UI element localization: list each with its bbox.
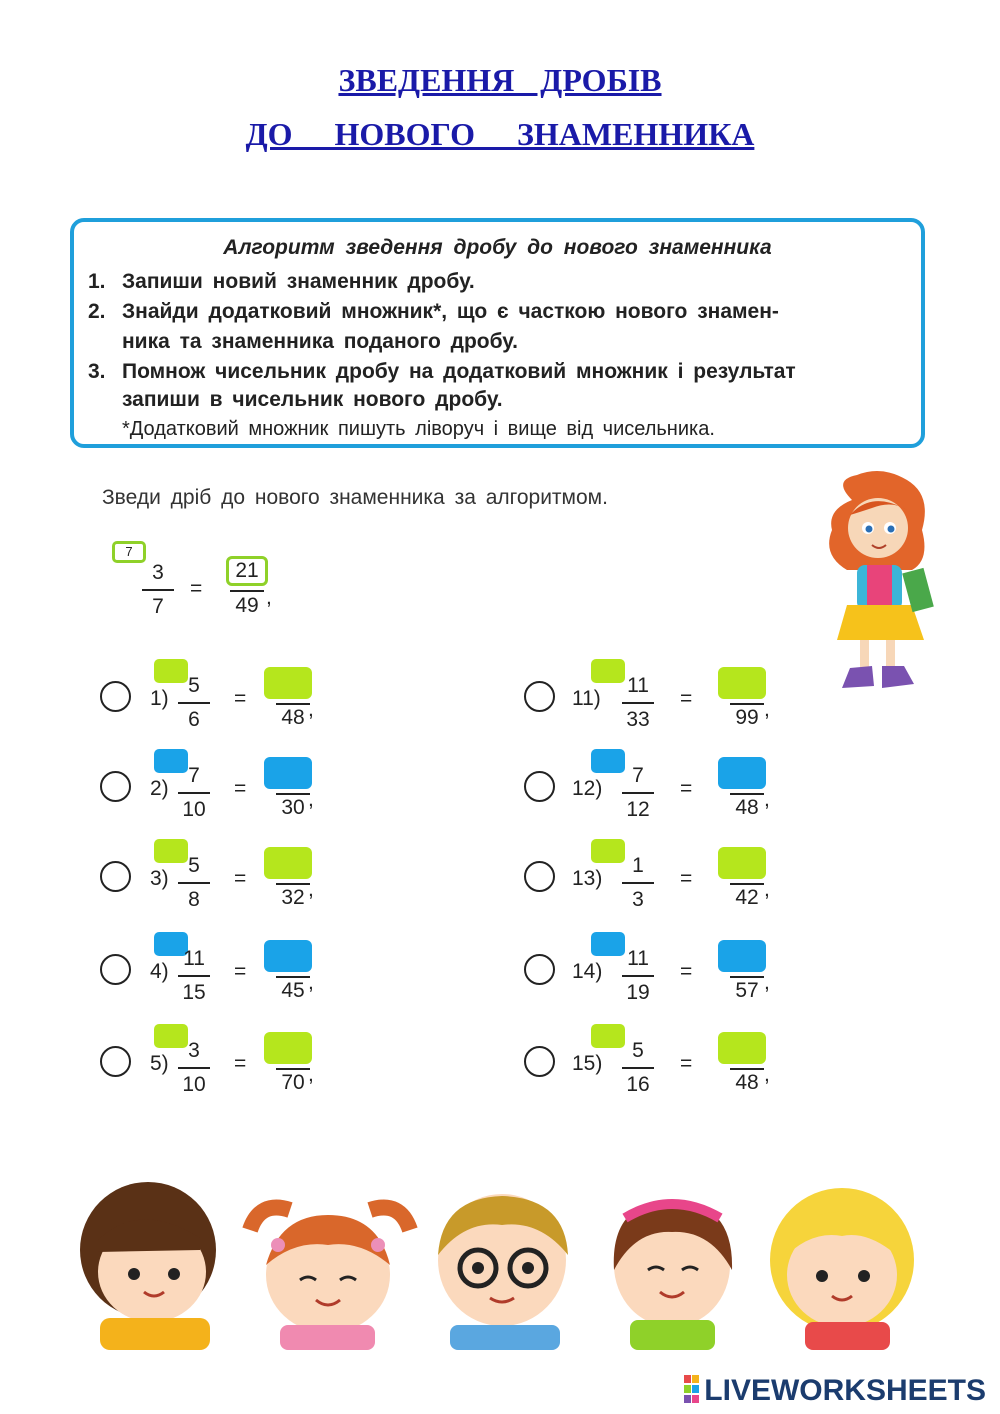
new-denominator: 45 bbox=[281, 979, 305, 1002]
equals-sign: = bbox=[680, 960, 693, 983]
exercise-label: 14) bbox=[572, 960, 603, 983]
algorithm-step-3-continuation: запиши в чисельник нового дробу. bbox=[122, 388, 503, 411]
comma: , bbox=[308, 1063, 314, 1086]
algorithm-box bbox=[70, 218, 925, 448]
answer-check-circle[interactable] bbox=[100, 861, 131, 892]
exercise-fraction: 11 19 bbox=[616, 946, 660, 1006]
fraction-bar bbox=[276, 703, 310, 705]
exercise-label: 5) bbox=[150, 1052, 169, 1075]
new-numerator-input[interactable] bbox=[718, 1032, 766, 1064]
exercise-fraction: 7 12 bbox=[616, 763, 660, 823]
exercise-label: 13) bbox=[572, 867, 603, 890]
equals-sign: = bbox=[234, 1052, 247, 1075]
equals-sign: = bbox=[234, 687, 247, 710]
exercise-fraction: 3 10 bbox=[172, 1038, 216, 1098]
fraction-bar bbox=[730, 976, 764, 978]
comma: , bbox=[308, 878, 314, 901]
fraction-bar bbox=[276, 883, 310, 885]
equals-sign: = bbox=[234, 867, 247, 890]
answer-check-circle[interactable] bbox=[100, 954, 131, 985]
page-title-line2: ДО НОВОГО ЗНАМЕННИКА bbox=[245, 116, 755, 152]
answer-check-circle[interactable] bbox=[524, 681, 555, 712]
exercise-label: 3) bbox=[150, 867, 169, 890]
exercise-label: 15) bbox=[572, 1052, 603, 1075]
instruction-text: Зведи дріб до нового знаменника за алгоритмом. bbox=[102, 486, 608, 509]
new-denominator: 32 bbox=[281, 886, 305, 909]
algorithm-step-1: 1. Запиши новий знаменник дробу. bbox=[88, 270, 475, 293]
exercise-fraction: 5 16 bbox=[616, 1038, 660, 1098]
comma: , bbox=[764, 971, 770, 994]
algorithm-step-2-continuation: ника та знаменника поданого дробу. bbox=[122, 330, 518, 353]
new-denominator: 30 bbox=[281, 796, 305, 819]
comma: , bbox=[308, 971, 314, 994]
exercise-label: 1) bbox=[150, 687, 169, 710]
exercise-label: 2) bbox=[150, 777, 169, 800]
example-new-numerator: 21 bbox=[226, 556, 268, 586]
new-numerator-input[interactable] bbox=[264, 940, 312, 972]
fraction-bar bbox=[276, 976, 310, 978]
new-denominator: 48 bbox=[735, 796, 759, 819]
new-denominator: 48 bbox=[281, 706, 305, 729]
fraction-bar bbox=[730, 793, 764, 795]
comma: , bbox=[308, 698, 314, 721]
exercise-fraction: 7 10 bbox=[172, 763, 216, 823]
liveworksheets-logo-icon bbox=[684, 1375, 700, 1403]
exercise-fraction: 5 6 bbox=[172, 673, 216, 733]
answer-check-circle[interactable] bbox=[524, 1046, 555, 1077]
equals-sign: = bbox=[234, 777, 247, 800]
comma: , bbox=[764, 698, 770, 721]
fraction-bar bbox=[276, 793, 310, 795]
comma: , bbox=[764, 878, 770, 901]
exercise-label: 11) bbox=[572, 687, 601, 710]
example-fraction: 3 7 bbox=[136, 560, 180, 620]
answer-check-circle[interactable] bbox=[100, 1046, 131, 1077]
answer-check-circle[interactable] bbox=[100, 771, 131, 802]
comma: , bbox=[764, 788, 770, 811]
answer-check-circle[interactable] bbox=[524, 861, 555, 892]
equals-sign: = bbox=[234, 960, 247, 983]
exercise-label: 12) bbox=[572, 777, 603, 800]
children-illustration bbox=[70, 1170, 930, 1350]
example-comma: , bbox=[266, 586, 272, 609]
equals-sign: = bbox=[680, 777, 693, 800]
new-denominator: 42 bbox=[735, 886, 759, 909]
equals-sign: = bbox=[680, 867, 693, 890]
new-numerator-input[interactable] bbox=[718, 757, 766, 789]
page-title-line1: ЗВЕДЕННЯ ДРОБІВ bbox=[338, 62, 662, 98]
new-denominator: 99 bbox=[735, 706, 759, 729]
exercise-fraction: 1 3 bbox=[616, 853, 660, 913]
fraction-bar bbox=[730, 883, 764, 885]
liveworksheets-logo: LIVEWORKSHEETS bbox=[684, 1374, 986, 1408]
new-denominator: 48 bbox=[735, 1071, 759, 1094]
fraction-bar bbox=[276, 1068, 310, 1070]
equals-sign: = bbox=[680, 687, 693, 710]
answer-check-circle[interactable] bbox=[524, 954, 555, 985]
example-equals: = bbox=[190, 577, 203, 600]
algorithm-title: Алгоритм зведення дробу до нового знаменника bbox=[223, 236, 772, 259]
algorithm-step-2: 2. Знайди додатковий множник*, що є часткою нового знамен- bbox=[88, 300, 779, 323]
comma: , bbox=[308, 788, 314, 811]
new-numerator-input[interactable] bbox=[718, 667, 766, 699]
exercise-fraction: 11 33 bbox=[616, 673, 660, 733]
example-new-denominator: 49 bbox=[235, 594, 259, 617]
example-multiplier: 7 bbox=[112, 541, 146, 563]
new-numerator-input[interactable] bbox=[264, 1032, 312, 1064]
comma: , bbox=[764, 1063, 770, 1086]
new-denominator: 57 bbox=[735, 979, 759, 1002]
exercise-fraction: 5 8 bbox=[172, 853, 216, 913]
new-numerator-input[interactable] bbox=[718, 847, 766, 879]
new-numerator-input[interactable] bbox=[264, 757, 312, 789]
algorithm-note: *Додатковий множник пишуть ліворуч і вище від чисельника. bbox=[122, 418, 715, 440]
algorithm-step-3: 3. Помнож чисельник дробу на додатковий множник і результат bbox=[88, 360, 796, 383]
fraction-bar bbox=[730, 703, 764, 705]
fraction-bar bbox=[730, 1068, 764, 1070]
answer-check-circle[interactable] bbox=[524, 771, 555, 802]
exercise-fraction: 11 15 bbox=[172, 946, 216, 1006]
new-numerator-input[interactable] bbox=[264, 667, 312, 699]
new-numerator-input[interactable] bbox=[718, 940, 766, 972]
answer-check-circle[interactable] bbox=[100, 681, 131, 712]
new-numerator-input[interactable] bbox=[264, 847, 312, 879]
equals-sign: = bbox=[680, 1052, 693, 1075]
new-denominator: 70 bbox=[281, 1071, 305, 1094]
girl-with-book-illustration bbox=[812, 470, 942, 700]
exercise-label: 4) bbox=[150, 960, 169, 983]
